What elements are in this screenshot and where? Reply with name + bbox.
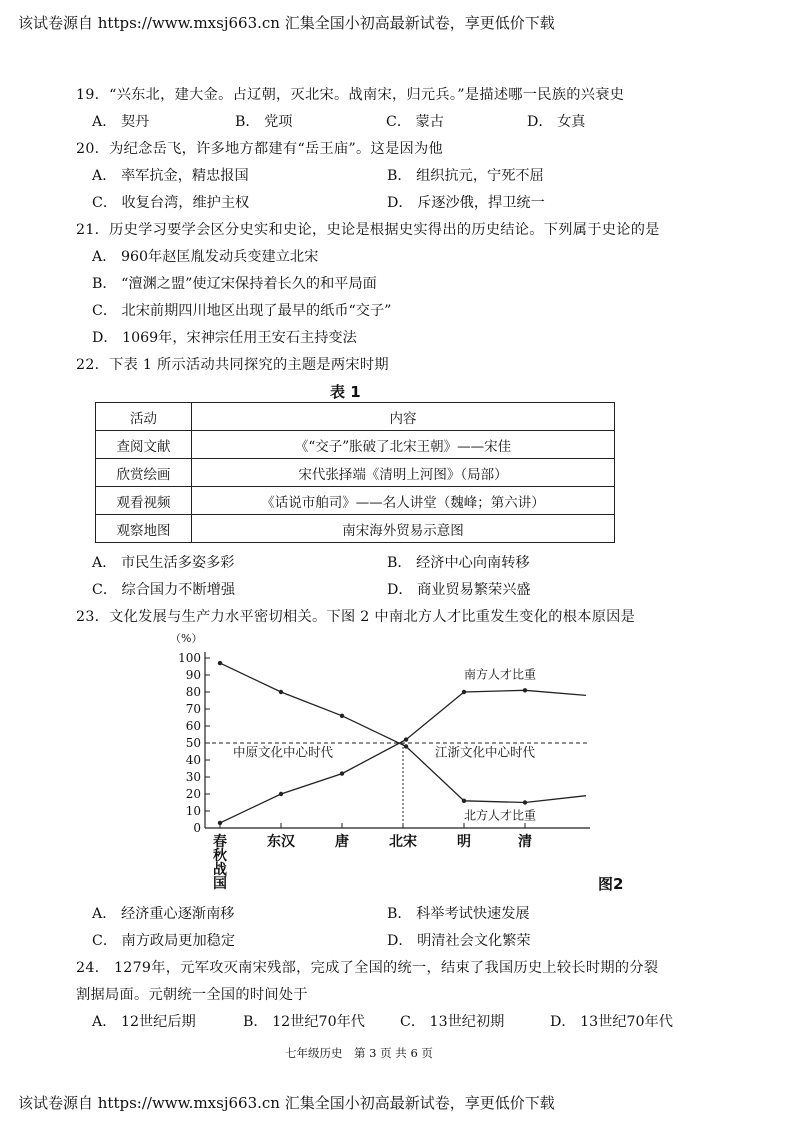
q23-option-b: B． 科举考试快速发展 [387, 906, 530, 922]
annotation-central-plains-era: 中原文化中心时代 [233, 744, 334, 760]
q19-option-d: D． 女真 [527, 114, 586, 130]
table-cell: 《“交子”胀破了北宋王朝》——宋佳 [192, 431, 615, 459]
q24-option-c: C． 13世纪初期 [400, 1014, 505, 1030]
q22-option-b: B． 经济中心向南转移 [387, 555, 530, 571]
table-row [96, 515, 615, 543]
y-tick-label: 60 [185, 719, 201, 733]
data-point [340, 714, 344, 718]
q24-option-d: D． 13世纪70年代 [550, 1014, 673, 1030]
table-header-cell: 活动 [96, 403, 192, 431]
question-23-stem: 23．文化发展与生产力水平密切相关。下图 2 中南北方人才比重发生变化的根本原因是 [76, 609, 636, 625]
table-header-row [96, 403, 615, 431]
y-tick-label: 70 [185, 702, 201, 716]
question-24-stem-line1: 24. 1279年，元军攻灭南宋残部，完成了全国的统一，结束了我国历史上较长时期的分裂 [76, 960, 659, 976]
y-tick-label: 50 [185, 736, 201, 750]
y-tick-label: 90 [185, 668, 201, 682]
question-24-stem-line2: 割据局面。元朝统一全国的时间处于 [76, 987, 308, 1003]
data-point [523, 688, 527, 692]
q23-option-d: D． 明清社会文化繁荣 [387, 933, 531, 949]
series-label-south: 南方人才比重 [464, 667, 537, 682]
y-tick-label: 80 [185, 685, 201, 699]
q24-option-a: A． 12世纪后期 [92, 1014, 196, 1030]
table-cell: 欣赏绘画 [96, 459, 192, 487]
header-banner: 该试卷源自 https://www.mxsj663.cn 汇集全国小初高最新试卷，享更低价下载 [18, 14, 555, 32]
activity-table [95, 402, 615, 543]
table-cell: 宋代张择端《清明上河图》（局部） [192, 459, 615, 487]
y-tick-label: 100 [178, 651, 201, 665]
talent-ratio-line-chart [160, 628, 620, 890]
figure-2-label: 图2 [598, 875, 624, 893]
data-point [462, 799, 466, 803]
q21-option-a: A． 960年赵匡胤发动兵变建立北宋 [92, 249, 319, 265]
series-line-1 [220, 663, 586, 802]
x-category-label: 清 [518, 834, 532, 850]
data-point [404, 737, 408, 741]
data-point [218, 661, 222, 665]
x-category-label-char: 秋 [213, 848, 227, 864]
q24-option-b: B． 12世纪70年代 [243, 1014, 365, 1030]
table-cell: 查阅文献 [96, 431, 192, 459]
data-point [218, 821, 222, 825]
data-point [340, 771, 344, 775]
x-category-label-char: 战 [213, 862, 227, 878]
x-category-label-char: 春 [213, 834, 227, 850]
data-point [462, 690, 466, 694]
table-row [96, 431, 615, 459]
x-category-label-char: 国 [213, 876, 227, 890]
q21-option-b: B． “澶渊之盟”使辽宋保持着长久的和平局面 [92, 276, 377, 292]
q21-option-d: D． 1069年，宋神宗任用王安石主持变法 [92, 330, 357, 346]
data-point [404, 744, 408, 748]
q23-option-a: A． 经济重心逐渐南移 [92, 906, 235, 922]
question-20-stem: 20．为纪念岳飞，许多地方都建有“岳王庙”。这是因为他 [76, 141, 443, 157]
table-cell: 《话说市舶司》——名人讲堂（魏峰；第六讲） [192, 487, 615, 515]
q20-option-a: A． 率军抗金，精忠报国 [92, 168, 249, 184]
table-row [96, 487, 615, 515]
x-category-label: 明 [457, 834, 471, 850]
table-cell: 观看视频 [96, 487, 192, 515]
table-cell: 观察地图 [96, 515, 192, 543]
page-number-footer: 七年级历史 第 3 页 共 6 页 [285, 1046, 433, 1060]
series-label-north: 北方人才比重 [464, 808, 537, 823]
x-category-label: 唐 [335, 834, 349, 850]
question-21-stem: 21．历史学习要学会区分史实和史论，史论是根据史实得出的历史结论。下列属于史论的是 [76, 222, 660, 238]
q22-option-c: C． 综合国力不断增强 [92, 582, 236, 598]
y-axis-unit-label: （%） [170, 632, 203, 645]
q19-option-a: A． 契丹 [92, 114, 150, 130]
y-tick-label: 0 [193, 821, 201, 835]
table-row [96, 459, 615, 487]
table-1-title: 表 1 [330, 383, 361, 401]
data-point [279, 792, 283, 796]
q23-option-c: C． 南方政局更加稳定 [92, 933, 236, 949]
q19-option-c: C． 蒙古 [386, 114, 444, 130]
q22-option-d: D． 商业贸易繁荣兴盛 [387, 582, 531, 598]
table-cell: 南宋海外贸易示意图 [192, 515, 615, 543]
y-tick-label: 20 [185, 787, 201, 801]
annotation-jiangzhe-era: 江浙文化中心时代 [435, 744, 536, 760]
q22-option-a: A． 市民生活多姿多彩 [92, 555, 235, 571]
question-22-stem: 22．下表 1 所示活动共同探究的主题是两宋时期 [76, 357, 389, 373]
q19-option-b: B． 党项 [235, 114, 293, 130]
x-category-label: 北宋 [389, 834, 417, 850]
q20-option-b: B． 组织抗元，宁死不屈 [387, 168, 544, 184]
data-point [279, 690, 283, 694]
footer-banner: 该试卷源自 https://www.mxsj663.cn 汇集全国小初高最新试卷，享更低价下载 [18, 1094, 555, 1112]
y-tick-label: 10 [185, 804, 201, 818]
question-19-stem: 19．“兴东北，建大金。占辽朝，灭北宋。战南宋，归元兵。”是描述哪一民族的兴衰史 [76, 87, 625, 103]
data-point [523, 800, 527, 804]
table-header-cell: 内容 [192, 403, 615, 431]
y-tick-label: 30 [185, 770, 201, 784]
q20-option-d: D． 斥逐沙俄，捍卫统一 [387, 195, 545, 211]
q21-option-c: C． 北宋前期四川地区出现了最早的纸币“交子” [92, 303, 392, 319]
x-category-label: 东汉 [267, 834, 295, 850]
y-tick-label: 40 [185, 753, 201, 767]
q20-option-c: C． 收复台湾，维护主权 [92, 195, 250, 211]
